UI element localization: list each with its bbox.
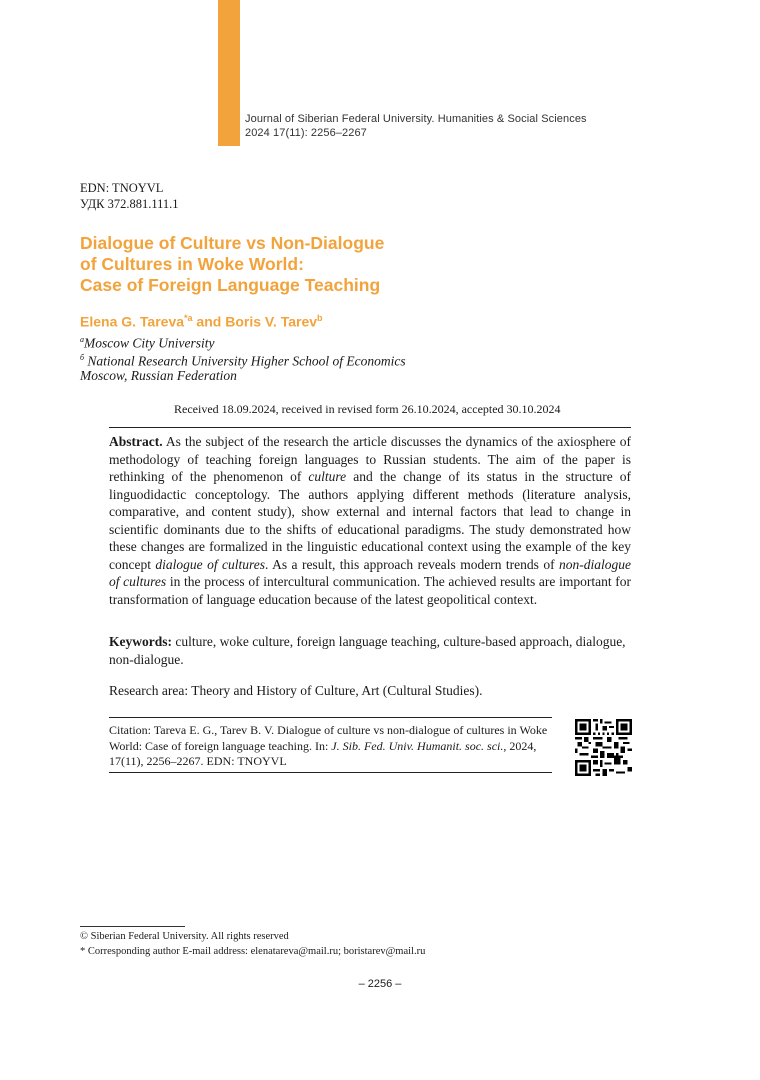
affiliation-text: Moscow, Russian Federation [80,368,237,383]
udk-code: УДК 372.881.111.1 [80,197,179,211]
footnote-divider [80,926,185,927]
title-line: of Cultures in Woke World: [80,254,304,274]
citation [109,723,559,770]
title-line: Dialogue of Culture vs Non-Dialogue [80,233,385,253]
abstract-emphasis: culture [308,469,347,484]
citation-text: Citation: Tareva E. G., Tarev B. V. Dialogue of culture vs non-dialogue of cultures in Woke World: Case of foreign language teaching. In: [109,723,548,753]
citation-journal: J. Sib. Fed. Univ. Humanit. soc. sci. [331,738,504,753]
abstract-emphasis: non-dialogue of cultures [109,556,632,589]
abstract-emphasis: dialogue of cultures [155,556,266,572]
divider [109,717,552,718]
abstract-text: As the subject of the research the article discusses the dynamics of the axiosphere of methodology of teaching foreign languages to Russian students. The aim of the paper is rethinking of the phenomenon of [109,434,631,484]
affiliation-text: National Research University Higher School of Economics [87,353,406,369]
article-title [80,233,560,296]
journal-issue: 2024 17(11): 2256–2267 [245,127,367,139]
authors [80,313,323,330]
author-name: Boris V. Tarev [225,313,318,330]
divider [109,427,631,428]
keywords [109,633,631,668]
author-marker: *a [184,313,193,323]
title-line: Case of Foreign Language Teaching [80,275,381,295]
abstract-label: Abstract. [109,434,163,449]
research-area: Research area: Theory and History of Culture, Art (Cultural Studies). [109,683,483,698]
journal-name: Journal of Siberian Federal University. Humanities & Social Sciences [245,113,587,125]
author-name: Elena G. Tareva [80,313,185,330]
keywords-label: Keywords: [109,634,172,649]
header-accent-bar [218,0,240,146]
abstract-text: and the change of its status in the structure of linguodidactic conceptology. The authors applying different methods (literature analysis, comparative, and content study), show external and internal factors that lead to change in scientific dominants due to the shifts of educational paradigms. The study demonstrated how these changes are formalized in the linguistic educational context using the example of the key concept [109,469,631,572]
author-marker: b [317,313,323,323]
affiliation [80,367,237,384]
abstract-text: . As a result, this approach reveals modern trends of [265,556,560,572]
abstract-text: in the process of intercultural communication. The achieved results are important for transformation of language education because of the latest geopolitical context. [109,574,631,607]
received-dates: Received 18.09.2024, received in revised form 26.10.2024, accepted 30.10.2024 [174,402,561,416]
qr-code-icon [575,719,632,776]
article-identifiers [80,180,179,212]
abstract [109,433,631,608]
copyright-footnote: © Siberian Federal University. All rights reserved [80,931,289,942]
keywords-text: culture, woke culture, foreign language teaching, culture-based approach, dialogue, non-dialogue. [109,634,626,667]
affiliation-marker: a [80,335,84,344]
affiliation-marker: б [80,353,85,362]
affiliation-text: Moscow City University [84,335,215,351]
citation-text: , 2024, 17(11), 2256–2267. EDN: TNOYVL [109,738,537,768]
divider [109,772,552,773]
author-conjunction: and [192,313,226,330]
edn-code: EDN: TNOYVL [80,181,164,195]
corresponding-author-footnote: * Corresponding author E-mail address: elenatareva@mail.ru; boristarev@mail.ru [80,946,426,957]
page-number: – 2256 – [358,978,402,990]
journal-header [245,112,587,140]
